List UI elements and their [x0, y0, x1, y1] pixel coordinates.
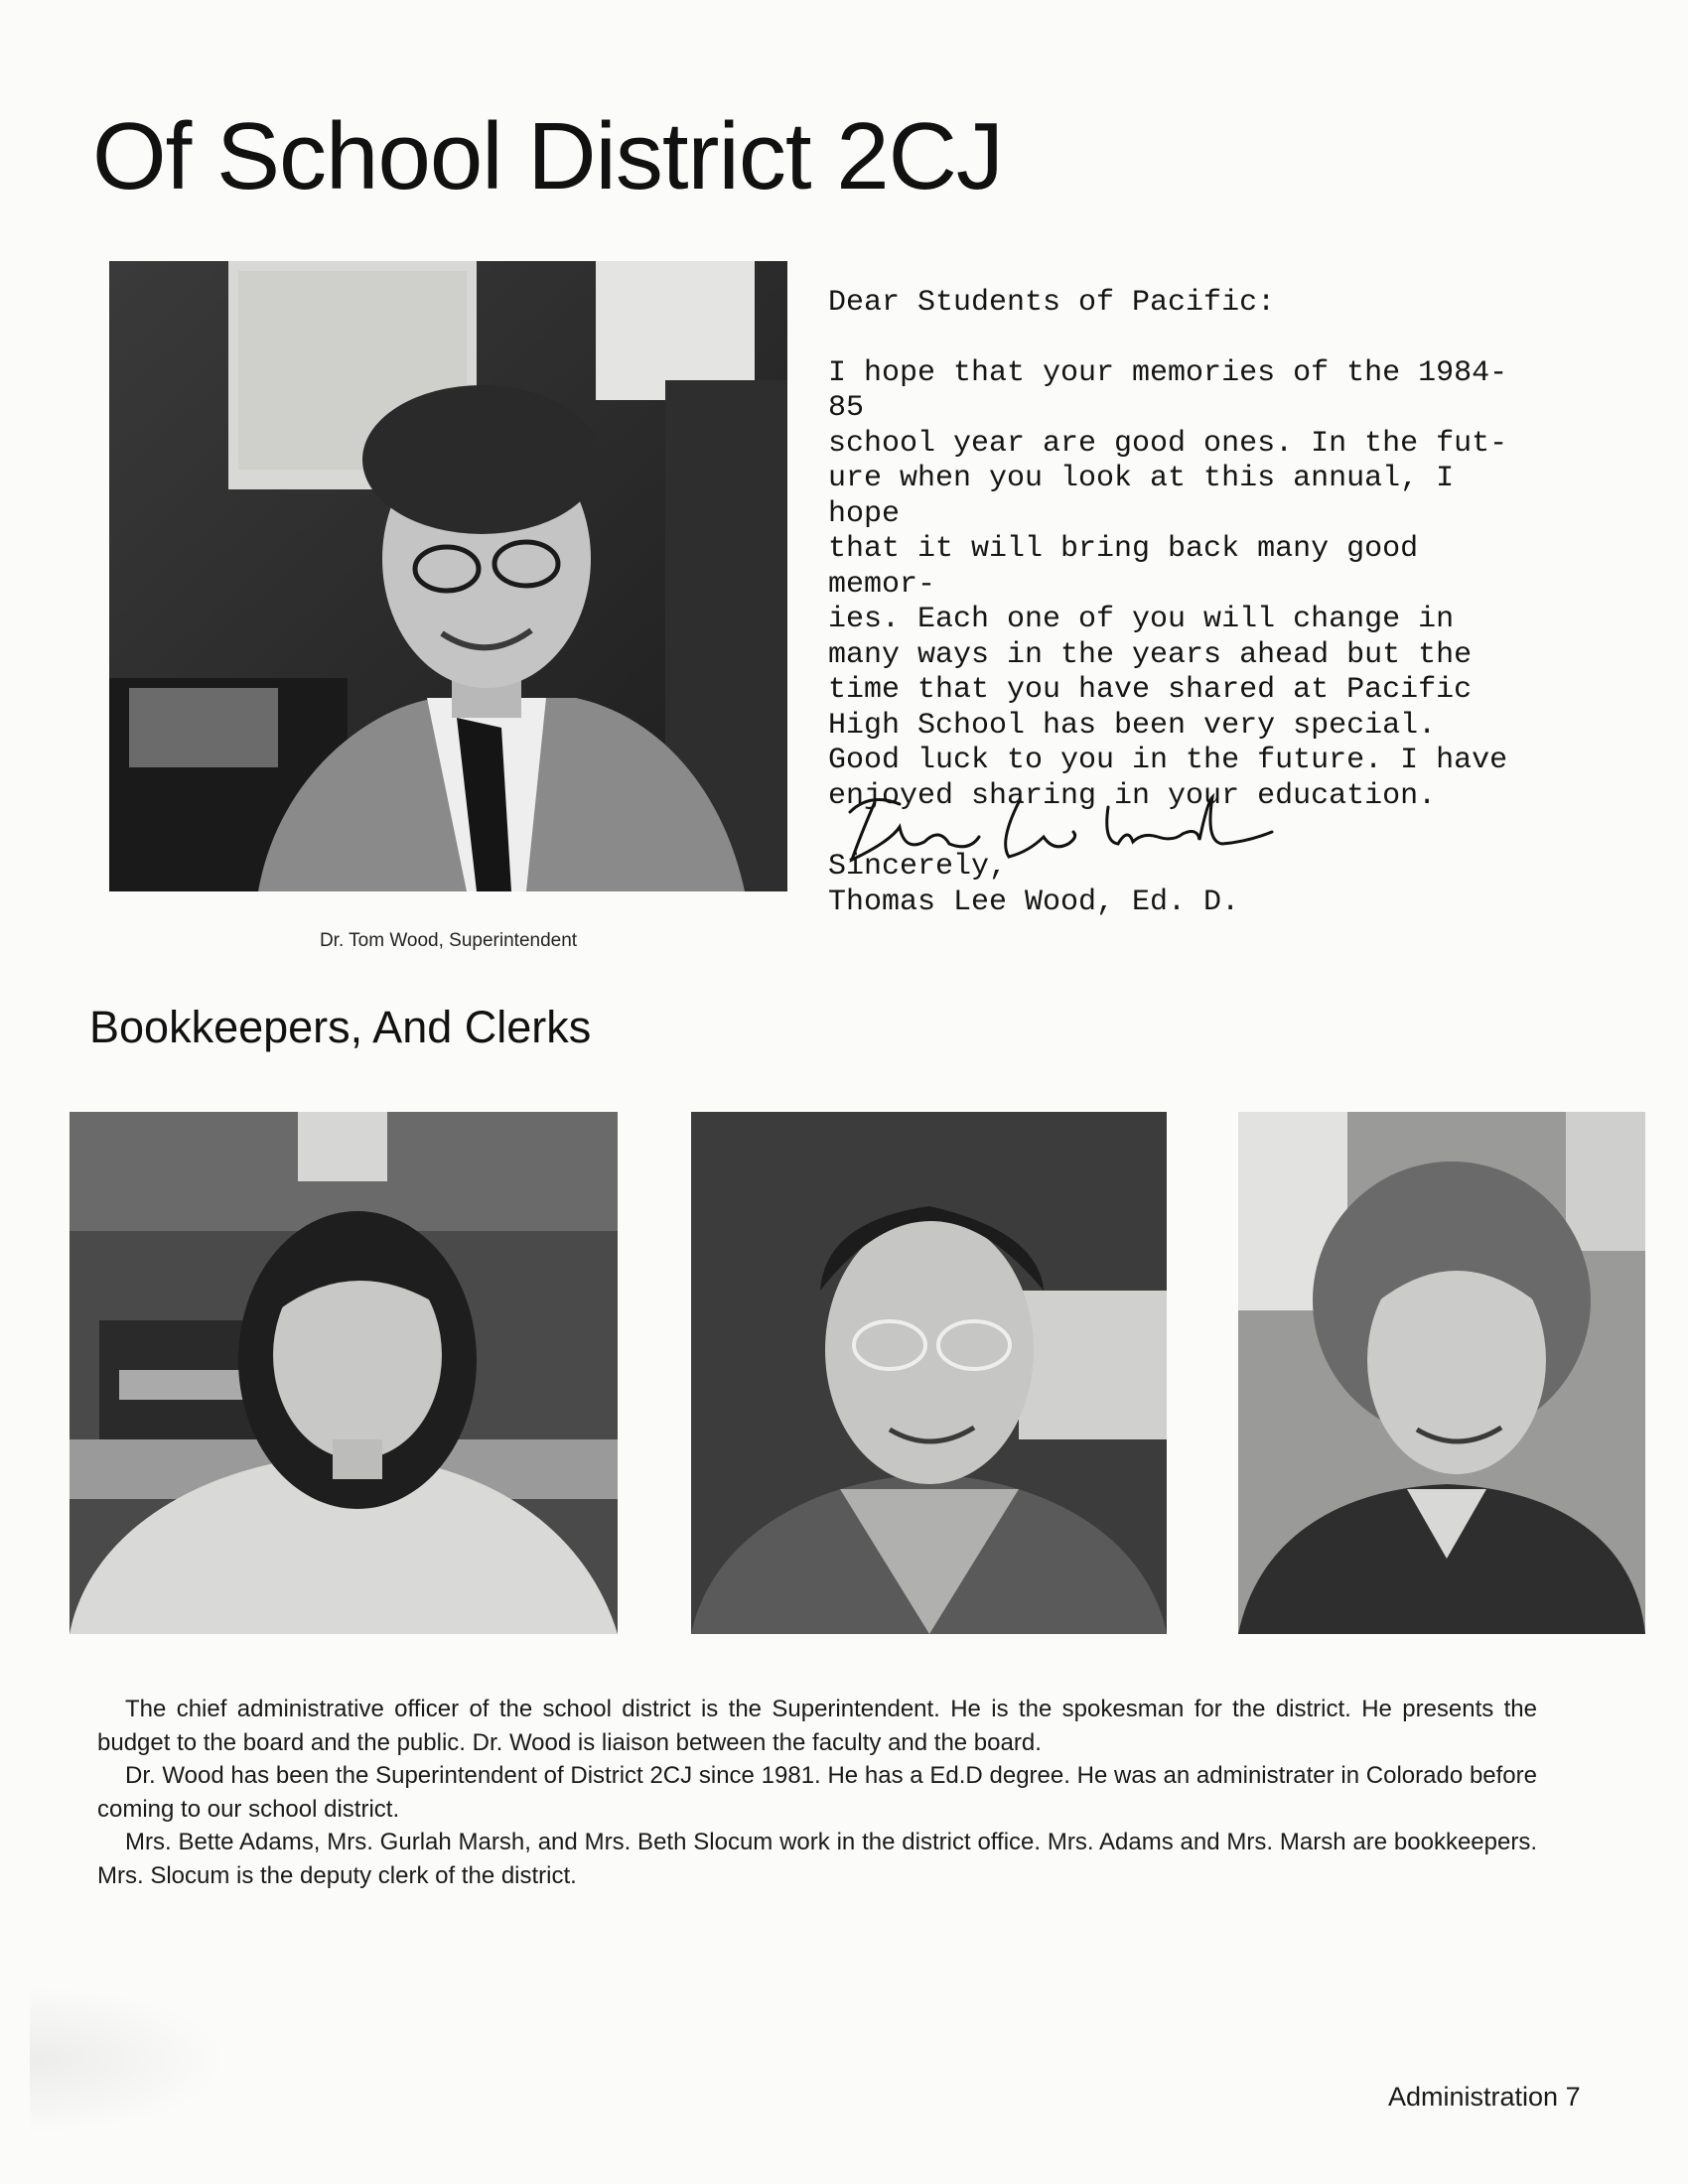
page-shadow — [30, 1985, 228, 2134]
letter-signer: Thomas Lee Wood, Ed. D. — [828, 886, 1240, 919]
staff-photo-slocum — [1238, 1112, 1645, 1634]
staff-photo-marsh — [691, 1112, 1167, 1634]
letter-body: I hope that your memories of the 1984-85 school year are good ones. In the fut- ure when you look at this annual, I hope that it will bring back many good memor- ies. Each one of you will change in many ways in the years ahead but the time that you have shared at Pacific High School has been very special. Good luck to you in the future. I have enjoyed sharing in your education. — [828, 355, 1508, 813]
letter-closing: Sincerely, — [828, 850, 1008, 884]
staff-photo-adams — [70, 1112, 618, 1634]
superintendent-photo-caption: Dr. Tom Wood, Superintendent — [319, 930, 578, 951]
article-paragraph: Dr. Wood has been the Superintendent of District 2CJ since 1981. He has a Ed.D degree. He was an administrater in Colorado before coming to our school district. — [97, 1762, 1537, 1823]
article-paragraph: Mrs. Bette Adams, Mrs. Gurlah Marsh, and Mrs. Beth Slocum work in the district office. Mrs. Adams and Mrs. Marsh are bookkeepers. Mrs. Slocum is the deputy clerk of the district. — [97, 1829, 1537, 1889]
letter-greeting: Dear Students of Pacific: — [828, 286, 1276, 320]
handwritten-signature — [830, 782, 1277, 872]
superintendent-photo — [109, 261, 787, 891]
article-paragraph: The chief administrative officer of the school district is the Superintendent. He is the spokesman for the district. He presents the budget to the board and the public. Dr. Wood is liaison between the faculty and the board. — [97, 1696, 1537, 1756]
section-heading: Bookkeepers, And Clerks — [89, 1002, 592, 1052]
page-title: Of School District 2CJ — [92, 103, 1003, 209]
page-footer: Administration 7 — [1388, 2082, 1581, 2112]
article-text — [97, 1693, 1537, 1892]
